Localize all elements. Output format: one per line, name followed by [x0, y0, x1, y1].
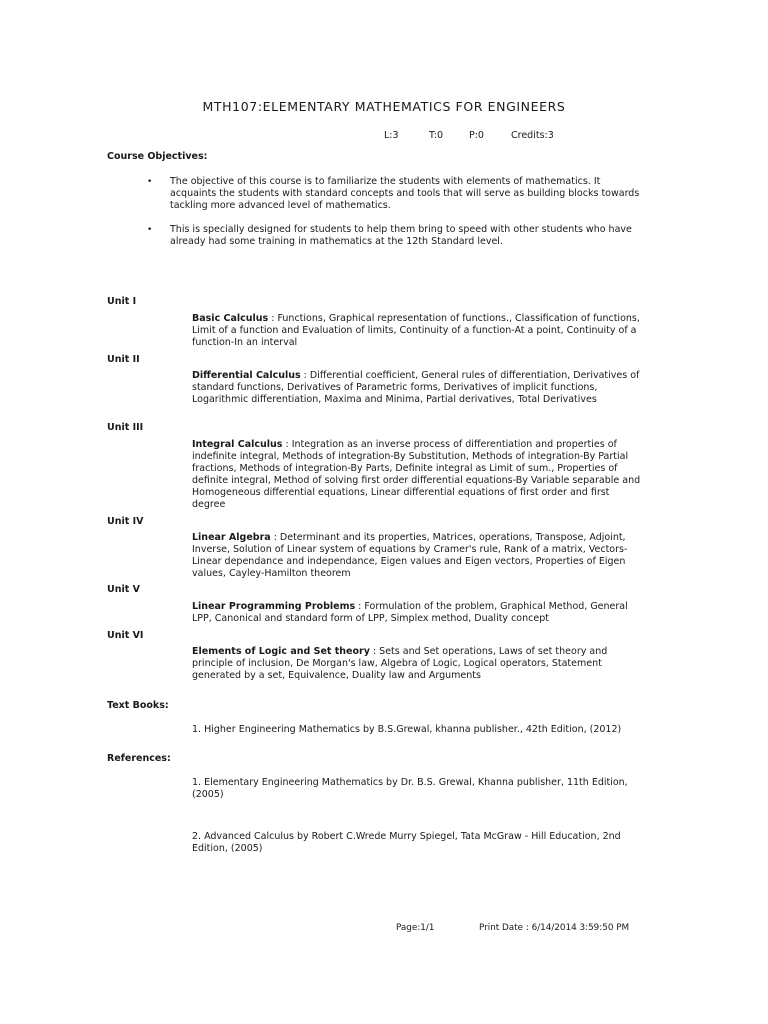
unit-label: Unit I: [107, 296, 137, 307]
unit-topic: Elements of Logic and Set theory: [192, 646, 370, 657]
unit-content: [192, 313, 642, 349]
unit-content: [192, 370, 642, 406]
lecture-hours: L:3: [384, 130, 399, 141]
practical-hours: P:0: [469, 130, 484, 141]
unit-description: Differential coefficient, General rules of differentiation, Derivatives of standard functions, Derivatives of Parametric forms, Derivatives of implicit functions, Logarithmic differentiation, Maxima and Minima, Partial derivatives, Total Derivatives: [192, 370, 640, 406]
text-books-heading: Text Books:: [107, 700, 169, 711]
unit-separator: :: [282, 439, 292, 450]
unit-separator: :: [270, 532, 280, 543]
reference-item: 2. Advanced Calculus by Robert C.Wrede Murry Spiegel, Tata McGraw - Hill Education, 2nd Edition, (2005): [192, 831, 621, 855]
unit-content: [192, 646, 642, 682]
unit-content: [192, 532, 642, 580]
unit-description: Integration as an inverse process of differentiation and properties of indefinite integral, Methods of integration-By Substitution, Methods of integration-By Partial fractions, Methods of integration-By Parts, Definite integral as Limit of sum., Properties of definite integral, Method of solving first order differential equations-By Variable separable and Homogeneous differential equations, Linear differential equations of first order and first degree: [192, 439, 641, 511]
unit-separator: :: [369, 646, 380, 657]
unit-separator: :: [300, 370, 310, 381]
unit-description: Formulation of the problem, Graphical Method, General LPP, Canonical and standard form of LPP, Simplex method, Duality concept: [192, 601, 628, 625]
unit-content: [192, 439, 642, 512]
tutorial-hours: T:0: [429, 130, 444, 141]
objective-text: This is specially designed for students to help them bring to speed with other students who have already had some training in mathematics at the 12th Standard level.: [170, 224, 632, 247]
unit-content: [192, 601, 642, 625]
unit-topic: Basic Calculus: [192, 313, 269, 324]
page-number: Page:1/1: [396, 923, 435, 933]
references-heading: References:: [107, 753, 171, 764]
text-book-item: 1. Higher Engineering Mathematics by B.S.Grewal, khanna publisher., 42th Edition, (2012): [192, 724, 622, 735]
unit-description: Determinant and its properties, Matrices, operations, Transpose, Adjoint, Inverse, Solution of Linear system of equations by Cramer's rule, Rank of a matrix, Vectors-Linear dependance and independance, Eigen values and Eigen vectors, Properties of Eigen values, Cayley-Hamilton theorem: [192, 532, 628, 580]
print-date: Print Date : 6/14/2014 3:59:50 PM: [479, 923, 630, 933]
unit-description: Sets and Set operations, Laws of set theory and principle of inclusion, De Morgan's law, Algebra of Logic, Logical operators, Statement generated by a set, Equivalence, Duality law and Arguments: [192, 646, 608, 682]
unit-label: Unit IV: [107, 516, 144, 527]
reference-item: 1. Elementary Engineering Mathematics by Dr. B.S. Grewal, Khanna publisher, 11th Edition, (2005): [192, 777, 628, 801]
unit-topic: Linear Algebra: [192, 532, 271, 543]
bullet-icon: •: [147, 225, 153, 235]
unit-description: Functions, Graphical representation of functions., Classification of functions, Limit of a function and Evaluation of limits, Continuity of a function-At a point, Continuity of a function-In an interval: [192, 313, 640, 349]
unit-label: Unit II: [107, 354, 140, 365]
unit-separator: :: [355, 601, 365, 612]
bullet-icon: •: [147, 177, 153, 187]
course-objectives-heading: Course Objectives:: [107, 151, 208, 162]
unit-label: Unit III: [107, 422, 144, 433]
unit-topic: Linear Programming Problems: [192, 601, 356, 612]
unit-label: Unit VI: [107, 630, 144, 641]
unit-separator: :: [268, 313, 278, 324]
unit-label: Unit V: [107, 584, 140, 595]
objective-text: The objective of this course is to familiarize the students with elements of mathematics. It acquaints the students with standard concepts and tools that will serve as building blocks towards tackling more advanced level of mathematics.: [170, 176, 640, 211]
unit-topic: Integral Calculus: [192, 439, 283, 450]
course-title: MTH107:ELEMENTARY MATHEMATICS FOR ENGINEERS: [202, 99, 566, 114]
credits: Credits:3: [511, 130, 554, 141]
unit-topic: Differential Calculus: [192, 370, 301, 381]
